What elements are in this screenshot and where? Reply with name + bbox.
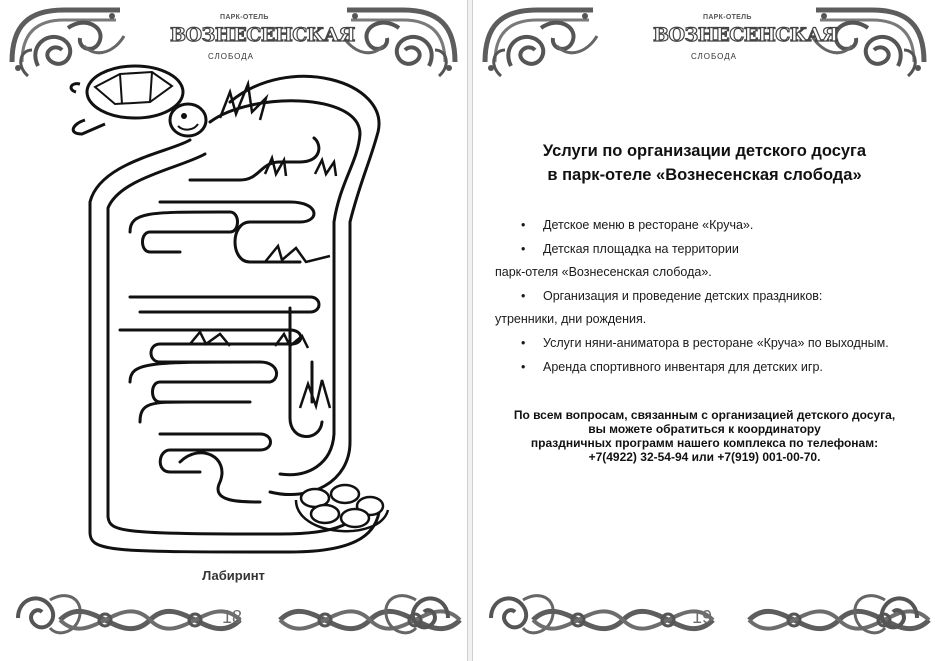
bullet-icon: • <box>521 218 526 232</box>
service-text: парк-отеля «Вознесенская слобода». <box>495 265 712 280</box>
page-number: 19 <box>692 607 713 627</box>
services-list <box>495 214 921 379</box>
service-line <box>521 285 921 309</box>
logo-name: ВОЗНЕСЕНСКАЯ <box>170 24 355 46</box>
maze-paths <box>90 76 380 552</box>
logo-name: ВОЗНЕСЕНСКАЯ <box>653 24 838 46</box>
logo-tagline: ПАРК-ОТЕЛЬ <box>703 14 752 21</box>
bullet-icon: • <box>521 359 526 374</box>
services-title <box>473 139 935 187</box>
service-text: Детское меню в ресторане «Круча». <box>543 218 754 232</box>
right-page <box>472 0 935 661</box>
hotel-logo <box>170 12 355 68</box>
service-line-continuation <box>495 261 921 285</box>
service-line <box>521 238 921 262</box>
service-text: Организация и проведение детских праздников: <box>543 288 823 303</box>
contact-line-2: вы можете обратиться к координатору <box>588 422 821 436</box>
service-line <box>521 356 921 380</box>
logo-tagline: ПАРК-ОТЕЛЬ <box>220 14 269 21</box>
hotel-logo <box>653 12 838 68</box>
services-title-line-1: Услуги по организации детского досуга <box>542 142 867 160</box>
service-line-continuation <box>495 308 921 332</box>
contact-line-3: праздничных программ нашего комплекса по телефонам: <box>530 436 879 450</box>
logo-subtitle: СЛОБОДА <box>691 52 737 61</box>
contact-block <box>473 408 935 464</box>
page-number: 18 <box>222 607 243 627</box>
services-title-line-2: в парк-отеле «Вознесенская слобода» <box>547 166 862 184</box>
bullet-icon: • <box>521 335 526 350</box>
service-line <box>521 332 921 356</box>
service-text: утренники, дни рождения. <box>495 312 647 327</box>
contact-phones: +7(4922) 32-54-94 или +7(919) 001-00-70. <box>588 450 821 464</box>
contact-line-1: По всем вопросам, связанным с организацией детского досуга, <box>513 408 896 422</box>
maze-illustration <box>60 62 400 562</box>
maze-caption: Лабиринт <box>202 568 265 583</box>
bullet-icon: • <box>521 288 526 303</box>
logo-subtitle: СЛОБОДА <box>208 52 254 61</box>
service-line <box>521 214 921 238</box>
service-text: Детская площадка на территории <box>543 241 739 256</box>
service-text: Аренда спортивного инвентаря для детских игр. <box>543 359 823 374</box>
bullet-icon: • <box>521 241 526 256</box>
ornament-corner-left-icon <box>481 6 601 81</box>
grass-icon <box>190 84 336 408</box>
service-text: Услуги няни-аниматора в ресторане «Круча» по выходным. <box>543 335 889 350</box>
turtle-icon <box>71 66 206 136</box>
